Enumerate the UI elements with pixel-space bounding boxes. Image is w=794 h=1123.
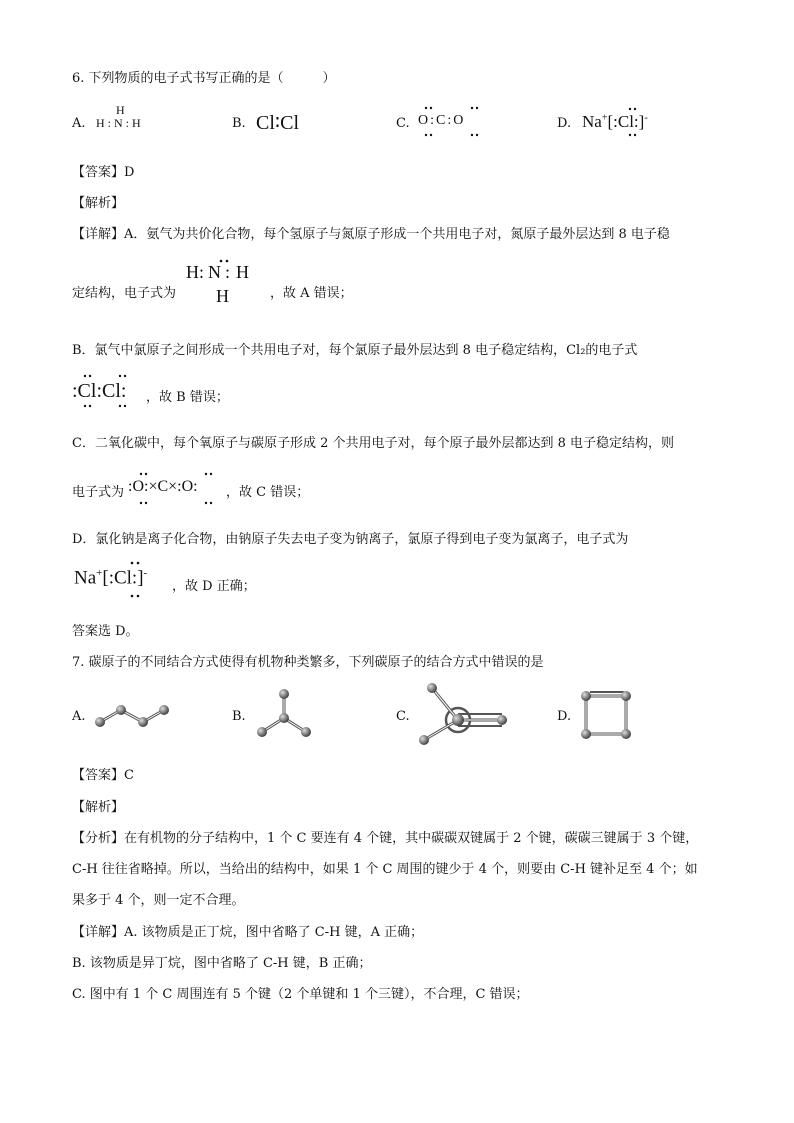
- option-d-bracket: [:Cl:]: [607, 112, 645, 131]
- q7-detail-line2: B. 该物质是异丁烷，图中省略了 C-H 键，B 正确；: [72, 956, 372, 971]
- q7-option-c-structure-icon: [412, 680, 522, 750]
- q6-detail-d-na: Na: [74, 567, 97, 589]
- option-d-minus: -: [644, 112, 648, 124]
- option-a-label: A.: [72, 116, 86, 131]
- q6-detail-b-line1: B．氯气中氯原子之间形成一个共用电子对，每个氯原子最外层达到 8 电子稳定结构，Cl₂的电子式: [72, 343, 638, 358]
- q6-detail-a-sep1: :: [199, 262, 205, 282]
- q7-analysis-line1: 【分析】在有机物的分子结构中，1 个 C 要连有 4 个键，其中碳碳双键属于 2 个键，碳碳三键属于 3 个键，: [72, 831, 699, 846]
- question-6-stem: 6. 下列物质的电子式书写正确的是（ ）: [72, 71, 336, 86]
- q6-detail-c-pre: 电子式为: [72, 485, 125, 500]
- q6-detail-a-left-h: H: [186, 262, 199, 282]
- q6-answer: 【答案】D: [72, 165, 135, 180]
- option-a-top-h: H: [116, 103, 125, 117]
- q6-detail-c-formula: :O:×C×:O:: [128, 478, 198, 495]
- q6-detail-c-dots-icon: [128, 470, 238, 510]
- option-b-label: B.: [232, 116, 246, 131]
- q6-detail-d-post: ，故 D 正确；: [172, 579, 256, 594]
- q6-detail-d-dots-icon: [122, 558, 162, 602]
- q6-detail-a-sep2: :: [225, 262, 231, 282]
- option-d-dots-icon: [620, 104, 660, 144]
- q7-answer: 【答案】C: [72, 768, 134, 783]
- q7-option-a-label: A.: [72, 709, 86, 724]
- q6-conclusion: 答案选 D。: [72, 624, 139, 639]
- option-b-formula: Cl∶Cl: [256, 112, 299, 134]
- q7-option-b-label: B.: [232, 709, 246, 724]
- q7-option-d-label: D.: [557, 709, 572, 724]
- q6-detail-a-right-h: H: [236, 262, 250, 282]
- q7-analysis-heading: 【解析】: [72, 800, 125, 815]
- q7-option-d-structure-icon: [576, 686, 646, 746]
- q6-detail-d-plus: +: [96, 567, 103, 579]
- question-7-stem: 7. 碳原子的不同结合方式使得有机物种类繁多，下列碳原子的结合方式中错误的是: [72, 655, 544, 670]
- option-a-formula: [96, 104, 141, 130]
- q7-option-a-structure-icon: [88, 696, 178, 736]
- q6-detail-d-minus: -: [143, 567, 148, 579]
- q6-analysis-heading: 【解析】: [72, 196, 125, 211]
- q6-detail-b-dots-icon: [72, 372, 152, 412]
- q6-detail-a-line2-pre: 定结构，电子式为: [72, 286, 177, 301]
- q6-detail-b-post: ，故 B 错误；: [146, 390, 229, 405]
- option-d-plus: +: [601, 112, 608, 124]
- q6-detail-a-line2-post: ，故 A 错误；: [270, 286, 353, 301]
- q6-detail-d-bracket: [:Cl:]: [102, 567, 144, 589]
- q6-detail-a-n: N: [208, 262, 222, 282]
- q6-detail-a-bottom-h: H: [216, 286, 229, 306]
- q7-analysis-line3: 果多于 4 个，则一定不合理。: [72, 893, 245, 908]
- q6-detail-c-line1: C．二氧化碳中，每个氧原子与碳原子形成 2 个共用电子对，每个原子最外层都达到 8 电子稳定结构，则: [72, 436, 675, 451]
- q7-analysis-line2: C-H 往往省略掉。所以，当给出的结构中，如果 1 个 C 周围的键少于 4 个，则要由 C-H 键补足至 4 个；如: [72, 862, 698, 877]
- q7-option-b-structure-icon: [250, 686, 320, 746]
- q6-detail-c-post: ，故 C 错误；: [226, 485, 310, 500]
- q6-detail-a-dots-icon: [215, 258, 245, 278]
- q6-detail-b-formula: :Cl:Cl:: [72, 380, 127, 402]
- q7-option-c-label: C.: [396, 709, 410, 724]
- q6-detail-d-line1: D．氯化钠是离子化合物，由钠原子失去电子变为钠离子，氯原子得到电子变为氯离子，电子式为: [72, 532, 629, 547]
- option-c-formula: O:C:O: [418, 113, 466, 128]
- option-c-label: C.: [396, 116, 410, 131]
- option-d-na: Na: [582, 112, 602, 131]
- option-d-label: D.: [557, 116, 572, 131]
- option-a-row: H : N : H: [96, 116, 141, 130]
- q6-detail-a-line1: 【详解】A．氨气为共价化合物，每个氢原子与氮原子形成一个共用电子对，氮原子最外层达到 8 电子稳: [72, 227, 670, 242]
- option-c-dots-icon: [416, 104, 496, 144]
- q7-detail-line3: C. 图中有 1 个 C 周围连有 5 个键（2 个单键和 1 个三键），不合理，C 错误；: [72, 987, 529, 1002]
- q7-detail-line1: 【详解】A. 该物质是正丁烷，图中省略了 C-H 键，A 正确；: [72, 925, 424, 940]
